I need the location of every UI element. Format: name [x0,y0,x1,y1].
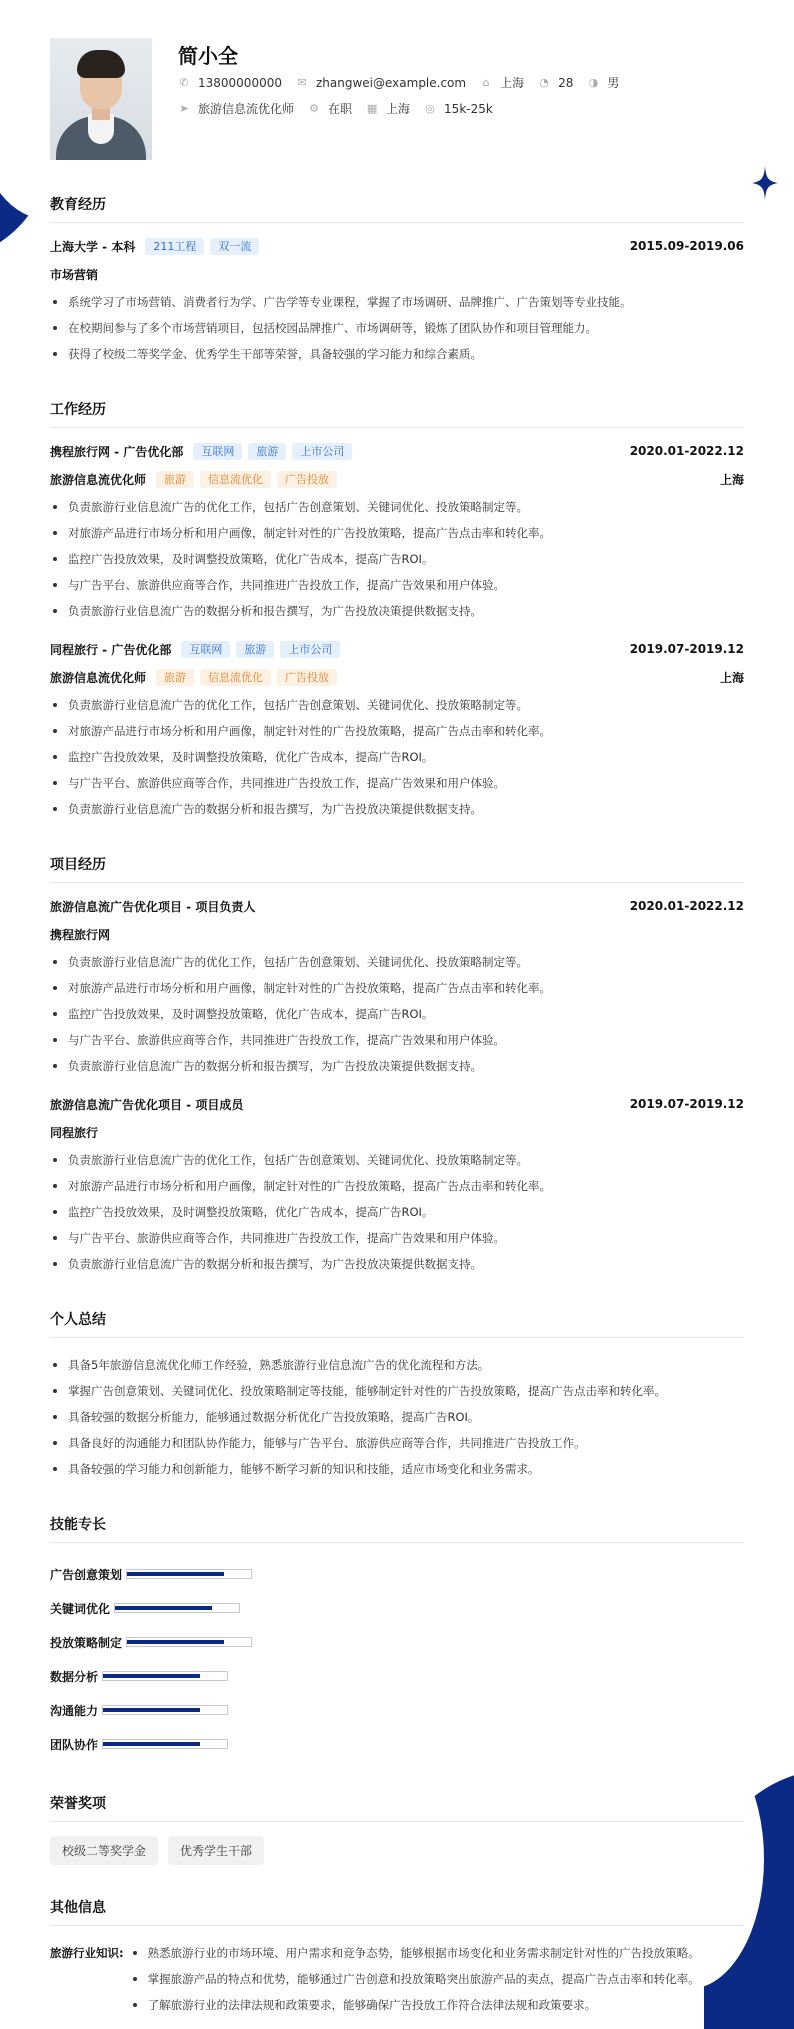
contact-row [178,74,633,91]
list-item: 具备较强的数据分析能力，能够通过数据分析优化广告投放策略，提高广告ROI。 [50,1404,744,1430]
school-name: 上海大学 - 本科 [50,239,136,254]
list-item: 与广告平台、旅游供应商等合作，共同推进广告投放工作，提高广告效果和用户体验。 [50,1027,744,1053]
salary-icon: ◎ [425,101,435,115]
tag: 旅游 [156,471,194,488]
city-text: 上海 [500,76,525,90]
role-name: 旅游信息流优化师 [50,472,147,487]
section-title: 工作经历 [50,399,744,428]
skill-level-bar [114,1603,240,1613]
project-org: 携程旅行网 [50,927,111,942]
mail-icon: ✉ [297,75,307,89]
list-item: 监控广告投放效果，及时调整投放策略，优化广告成本，提高广告ROI。 [50,1001,744,1027]
resume-header [50,38,744,162]
tag: 信息流优化 [200,471,271,488]
email-text: zhangwei@example.com [315,75,467,90]
city-item [480,74,524,91]
skills-section [50,1514,744,1761]
tag: 互联网 [181,641,230,658]
tag: 双一流 [210,238,259,255]
list-item: 负责旅游行业信息流广告的优化工作，包括广告创意策划、关键词优化、投放策略制定等。 [50,494,744,520]
work-section [50,399,744,822]
list-item: 负责旅游行业信息流广告的数据分析和报告撰写，为广告投放决策提供数据支持。 [50,598,744,624]
section-title: 个人总结 [50,1309,744,1338]
section-title: 荣誉奖项 [50,1793,744,1822]
age-text: 28 [558,75,574,90]
list-item: 具备5年旅游信息流优化师工作经验，熟悉旅游行业信息流广告的优化流程和方法。 [50,1352,744,1378]
salary-item [424,102,493,116]
role-name: 旅游信息流优化师 [50,670,147,685]
tag: 旅游 [236,641,274,658]
list-item: 与广告平台、旅游供应商等合作，共同推进广告投放工作，提高广告效果和用户体验。 [50,1225,744,1251]
location: 上海 [719,670,744,685]
resume-page [50,38,744,2018]
list-item: 在校期间参与了多个市场营销项目，包括校园品牌推广、市场调研等，锻炼了团队协作和项目管理能力。 [50,315,744,341]
phone-item [178,76,282,90]
list-item: 了解旅游行业的法律法规和政策要求，能够确保广告投放工作符合法律法规和政策要求。 [130,1992,700,2018]
list-item: 负责旅游行业信息流广告的优化工作，包括广告创意策划、关键词优化、投放策略制定等。 [50,692,744,718]
list-item: 监控广告投放效果，及时调整投放策略，优化广告成本，提高广告ROI。 [50,744,744,770]
education-entry [50,237,744,367]
list-item: 监控广告投放效果，及时调整投放策略，优化广告成本，提高广告ROI。 [50,546,744,572]
sparkle-star-icon [752,166,778,200]
project-entry [50,1095,744,1277]
project-name: 旅游信息流广告优化项目 - 项目负责人 [50,899,256,914]
list-item: 系统学习了市场营销、消费者行为学、广告学等专业课程，掌握了市场调研、品牌推广、广告策划等专业技能。 [50,289,744,315]
list-item: 与广告平台、旅游供应商等合作，共同推进广告投放工作，提高广告效果和用户体验。 [50,572,744,598]
status-item [308,100,352,117]
tag: 211工程 [145,238,204,255]
job-intention-row [178,100,507,117]
list-item: 对旅游产品进行市场分析和用户画像，制定针对性的广告投放策略，提高广告点击率和转化率。 [50,520,744,546]
company-name: 携程旅行网 - 广告优化部 [50,444,184,459]
tag: 旅游 [156,669,194,686]
honors-section [50,1793,744,1865]
location: 上海 [719,472,744,487]
list-item: 获得了校级二等奖学金、优秀学生干部等荣誉，具备较强的学习能力和综合素质。 [50,341,744,367]
list-item: 对旅游产品进行市场分析和用户画像，制定针对性的广告投放策略，提高广告点击率和转化率。 [50,1173,744,1199]
job-text: 旅游信息流优化师 [198,102,295,116]
list-item: 对旅游产品进行市场分析和用户画像，制定针对性的广告投放策略，提高广告点击率和转化率。 [50,975,744,1001]
skill-item [50,1727,744,1761]
honor-badge: 校级二等奖学金 [50,1836,158,1865]
project-name: 旅游信息流广告优化项目 - 项目成员 [50,1097,244,1112]
skill-item [50,1557,744,1591]
home-icon: ⌂ [482,75,490,89]
list-item: 负责旅游行业信息流广告的数据分析和报告撰写，为广告投放决策提供数据支持。 [50,1053,744,1079]
gender-item [587,74,619,91]
other-label: 旅游行业知识: [50,1946,124,1960]
skill-label: 数据分析 [50,1669,99,1684]
work-entry [50,640,744,822]
project-entry [50,897,744,1079]
gear-icon: ⚙ [309,101,319,115]
entry-date: 2015.09-2019.06 [629,239,744,253]
skill-item [50,1659,744,1693]
skill-item [50,1693,744,1727]
list-item: 负责旅游行业信息流广告的数据分析和报告撰写，为广告投放决策提供数据支持。 [50,1251,744,1277]
tag: 互联网 [193,443,242,460]
section-title: 教育经历 [50,194,744,223]
entry-date: 2020.01-2022.12 [629,444,744,458]
list-item: 与广告平台、旅游供应商等合作，共同推进广告投放工作，提高广告效果和用户体验。 [50,770,744,796]
entry-date: 2020.01-2022.12 [629,899,744,913]
projects-section [50,854,744,1277]
phone-icon: ✆ [179,75,189,89]
skill-label: 沟通能力 [50,1703,99,1718]
tag: 信息流优化 [200,669,271,686]
education-section [50,194,744,367]
list-item: 掌握旅游产品的特点和优势，能够通过广告创意和投放策略突出旅游产品的卖点，提高广告点击率和转化率。 [130,1966,700,1992]
section-title: 技能专长 [50,1514,744,1543]
list-item: 具备较强的学习能力和创新能力，能够不断学习新的知识和技能，适应市场变化和业务需求。 [50,1456,744,1482]
major: 市场营销 [50,267,99,282]
entry-date: 2019.07-2019.12 [629,642,744,656]
list-item: 具备良好的沟通能力和团队协作能力，能够与广告平台、旅游供应商等合作，共同推进广告投放工作。 [50,1430,744,1456]
company-name: 同程旅行 - 广告优化部 [50,642,172,657]
tag: 上市公司 [280,641,340,658]
skill-label: 团队协作 [50,1737,99,1752]
other-section [50,1897,744,2018]
entry-date: 2019.07-2019.12 [629,1097,744,1111]
email-item [296,76,466,90]
skill-label: 关键词优化 [50,1601,111,1616]
skill-item [50,1625,744,1659]
list-item: 负责旅游行业信息流广告的优化工作，包括广告创意策划、关键词优化、投放策略制定等。 [50,949,744,975]
tag: 广告投放 [277,669,337,686]
summary-section [50,1309,744,1482]
list-item: 负责旅游行业信息流广告的优化工作，包括广告创意策划、关键词优化、投放策略制定等。 [50,1147,744,1173]
honor-badge: 优秀学生干部 [168,1836,264,1865]
work-entry [50,442,744,624]
salary-text: 15k-25k [444,101,493,116]
tag: 广告投放 [277,471,337,488]
skill-level-bar [126,1569,252,1579]
list-item: 熟悉旅游行业的市场环境、用户需求和竞争态势，能够根据市场变化和业务需求制定针对性的广告投放策略。 [130,1940,700,1966]
building-icon: ▦ [366,101,378,115]
skill-level-bar [102,1705,228,1715]
target-city-item [366,100,410,117]
list-item: 负责旅游行业信息流广告的数据分析和报告撰写，为广告投放决策提供数据支持。 [50,796,744,822]
skill-label: 广告创意策划 [50,1567,123,1582]
skill-label: 投放策略制定 [50,1635,123,1650]
section-title: 项目经历 [50,854,744,883]
gender-text: 男 [607,76,620,90]
status-text: 在职 [328,102,353,116]
list-item: 监控广告投放效果，及时调整投放策略，优化广告成本，提高广告ROI。 [50,1199,744,1225]
avatar [50,38,152,160]
list-item: 对旅游产品进行市场分析和用户画像，制定针对性的广告投放策略，提高广告点击率和转化率。 [50,718,744,744]
target-city-text: 上海 [386,102,411,116]
phone-text: 13800000000 [198,75,282,90]
gender-icon: ◑ [588,75,599,89]
age-item [538,76,573,90]
project-org: 同程旅行 [50,1125,99,1140]
candidate-name: 简小全 [178,44,238,68]
section-title: 其他信息 [50,1897,744,1926]
skill-level-bar [126,1637,252,1647]
tag: 上市公司 [292,443,352,460]
skill-item [50,1591,744,1625]
age-icon: ◔ [539,75,549,89]
job-item [178,100,294,117]
list-item: 掌握广告创意策划、关键词优化、投放策略制定等技能，能够制定针对性的广告投放策略，提高广告点击率和转化率。 [50,1378,744,1404]
skill-level-bar [102,1671,228,1681]
skill-level-bar [102,1739,228,1749]
send-icon: ➤ [179,101,189,115]
tag: 旅游 [248,443,286,460]
